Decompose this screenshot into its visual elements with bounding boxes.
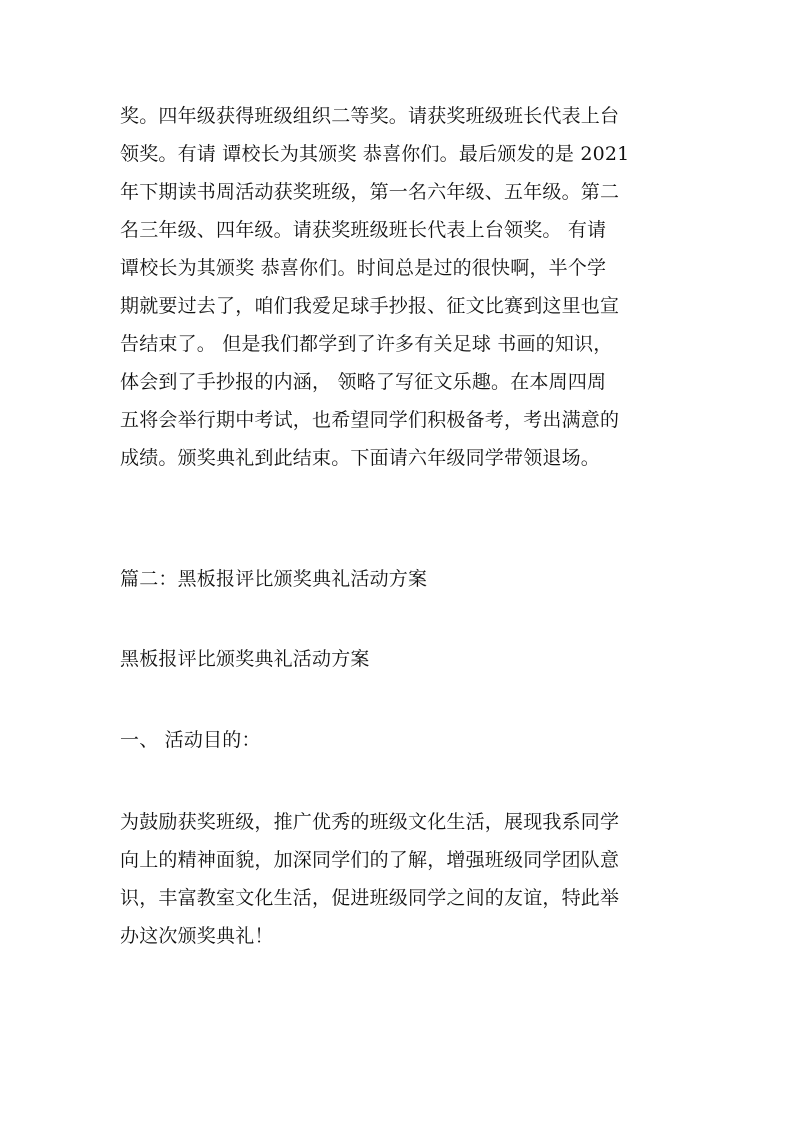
- plan-title: [120, 640, 680, 678]
- text-line: 五将会举行期中考试，也希望同学们积极备考，考出满意的: [120, 409, 620, 431]
- section-heading: [120, 560, 680, 598]
- activity-purpose-heading-text: 一、 活动目的：: [120, 729, 261, 751]
- text-line: 名三年级、四年级。请获奖班级班长代表上台领奖。 有请: [120, 219, 607, 241]
- section-heading-text: 篇二：黑板报评比颁奖典礼活动方案: [120, 568, 428, 590]
- text-line: 领奖。有请 谭校长为其颁奖 恭喜你们。最后颁发的是 2021: [120, 143, 630, 165]
- text-line: 期就要过去了，咱们我爱足球手抄报、征文比赛到这里也宣: [120, 295, 620, 317]
- text-line: 谭校长为其颁奖 恭喜你们。时间总是过的很快啊，半个学: [120, 257, 607, 279]
- text-line: 体会到了手抄报的内涵， 领略了写征文乐趣。在本周四周: [120, 371, 607, 393]
- text-line: 年下期读书周活动获奖班级，第一名六年级、五年级。第二: [120, 181, 620, 203]
- text-line: 办这次颁奖典礼！: [120, 925, 274, 947]
- plan-title-text: 黑板报评比颁奖典礼活动方案: [120, 648, 370, 670]
- activity-purpose-heading: [120, 721, 680, 759]
- text-line: 向上的精神面貌，加深同学们的了解，增强班级同学团队意: [120, 849, 620, 871]
- text-line: 为鼓励获奖班级，推广优秀的班级文化生活，展现我系同学: [120, 811, 620, 833]
- text-line: 奖。四年级获得班级组织二等奖。请获奖班级班长代表上台: [120, 105, 620, 127]
- text-line: 识，丰富教室文化生活，促进班级同学之间的友谊，特此举: [120, 887, 620, 909]
- activity-purpose-paragraph: [120, 803, 680, 955]
- text-line: 成绩。颁奖典礼到此结束。下面请六年级同学带领退场。: [120, 447, 601, 469]
- text-line: 告结束了。 但是我们都学到了许多有关足球 书画的知识，: [120, 333, 613, 355]
- award-ceremony-paragraph: [120, 97, 680, 477]
